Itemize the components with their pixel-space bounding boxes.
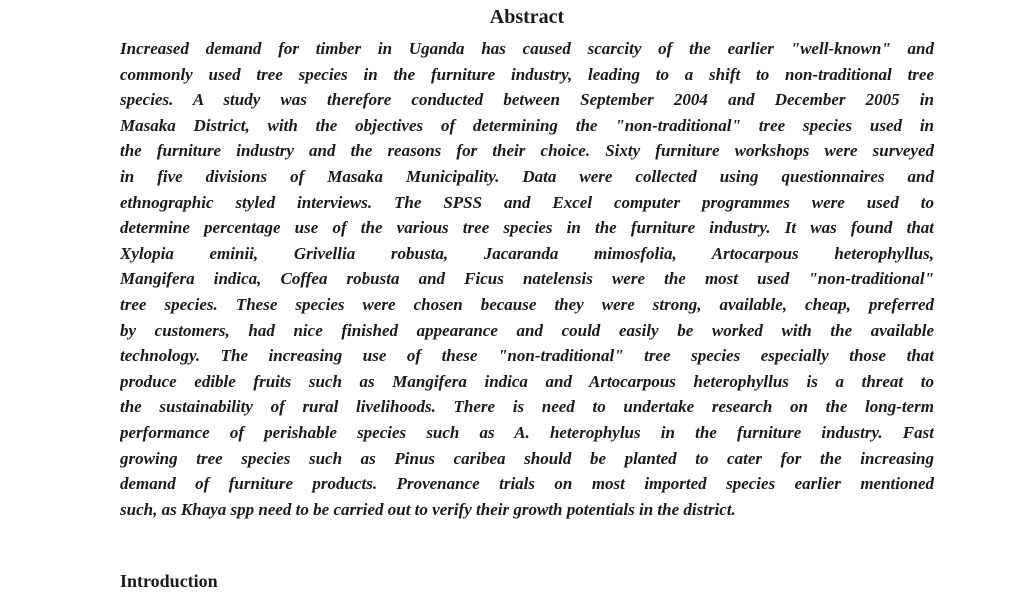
abstract-line: commonly used tree species in the furniture industry, leading to a shift to non-traditional tree	[120, 64, 934, 84]
abstract-line: demand of furniture products. Provenance trials on most imported species earlier mentioned	[120, 474, 934, 494]
abstract-line: Mangifera indica, Coffea robusta and Ficus natelensis were the most used "non-traditional"	[120, 269, 934, 289]
abstract-line: species. A study was therefore conducted between September 2004 and December 2005 in	[120, 90, 934, 110]
introduction-heading: Introduction	[120, 571, 218, 591]
abstract-line: performance of perishable species such as A. heterophylus in the furniture industry. Fast	[120, 422, 934, 442]
abstract-line: in five divisions of Masaka Municipality. Data were collected using questionnaires and	[120, 166, 934, 186]
abstract-line: tree species. These species were chosen because they were strong, available, cheap, preferred	[120, 294, 934, 314]
abstract-line: by customers, had nice finished appearance and could easily be worked with the available	[120, 320, 934, 340]
abstract-line: produce edible fruits such as Mangifera indica and Artocarpous heterophyllus is a threat to	[120, 371, 934, 391]
abstract-line: technology. The increasing use of these "non-traditional" tree species especially those that	[120, 346, 934, 366]
abstract-line: ethnographic styled interviews. The SPSS and Excel computer programmes were used to	[120, 192, 934, 212]
abstract-line: such, as Khaya spp need to be carried out to verify their growth potentials in the district.	[120, 499, 736, 519]
abstract-line: the sustainability of rural livelihoods. There is need to undertake research on the long-term	[120, 397, 934, 417]
abstract-line: the furniture industry and the reasons for their choice. Sixty furniture workshops were surveyed	[120, 141, 934, 161]
abstract-line: Increased demand for timber in Uganda has caused scarcity of the earlier "well-known" and	[120, 39, 934, 58]
abstract-line: determine percentage use of the various tree species in the furniture industry. It was found that	[120, 218, 934, 238]
abstract-line: Xylopia eminii, Grivellia robusta, Jacaranda mimosfolia, Artocarpous heterophyllus,	[120, 243, 934, 263]
abstract-heading: Abstract	[489, 6, 565, 28]
abstract-line: growing tree species such as Pinus caribea should be planted to cater for the increasing	[120, 448, 934, 468]
abstract-line: Masaka District, with the objectives of determining the "non-traditional" tree species used in	[120, 115, 934, 135]
abstract-body	[120, 36, 934, 522]
